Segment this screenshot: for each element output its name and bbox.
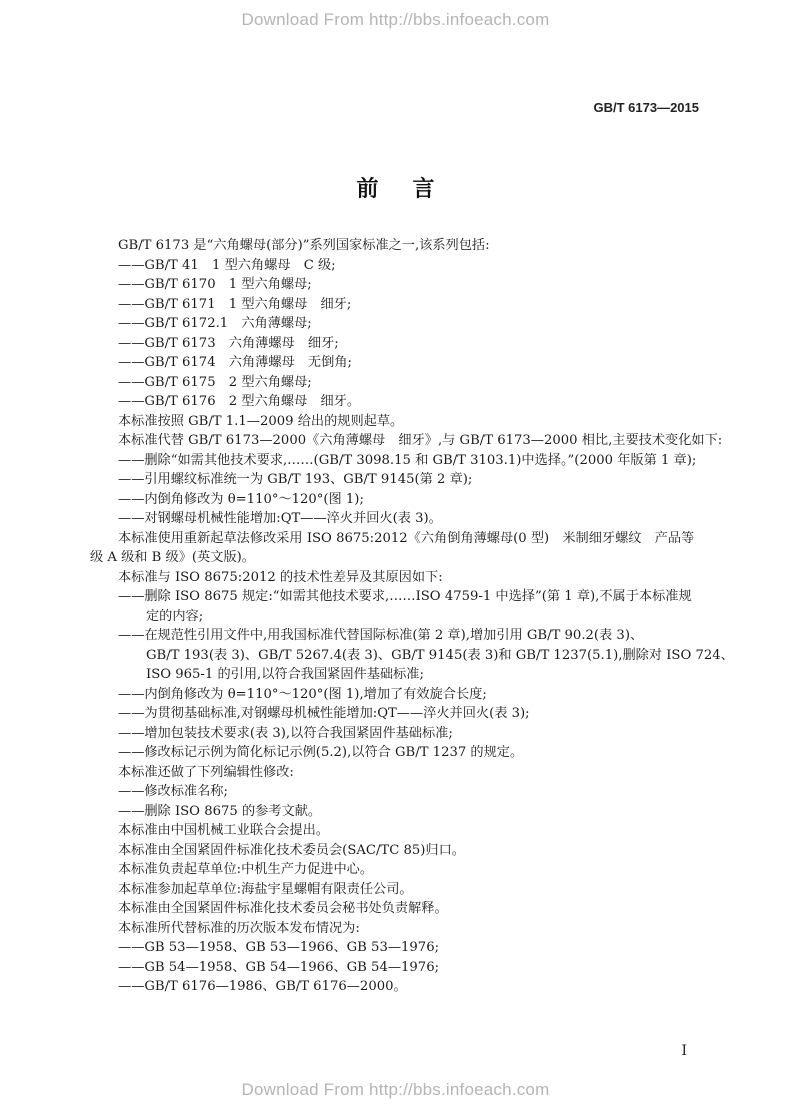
foreword-line: 本标准代替 GB/T 6173—2000《六角薄螺母 细牙》,与 GB/T 6173—2000 相比,主要技术变化如下: (118, 433, 723, 448)
series-list-item: ——GB/T 6174 六角薄螺母 无倒角; (118, 355, 352, 370)
standard-code: GB/T 6173—2015 (593, 100, 699, 115)
foreword-line: 本标准负责起草单位:中机生产力促进中心。 (118, 862, 374, 877)
series-list-item: ——GB/T 6172.1 六角薄螺母; (118, 316, 312, 331)
editorial-list-item: ——删除 ISO 8675 的参考文献。 (118, 803, 322, 819)
change-list-item: ——内倒角修改为 θ=110°～120°(图 1); (118, 491, 364, 507)
foreword-line: 本标准由全国紧固件标准化技术委员会(SAC/TC 85)归口。 (118, 842, 465, 858)
foreword-line: 本标准按照 GB/T 1.1—2009 给出的规则起草。 (118, 413, 404, 429)
difference-list-item: ——内倒角修改为 θ=110°～120°(图 1),增加了有效旋合长度; (118, 686, 487, 702)
history-list-item: ——GB/T 6176—1986、GB/T 6176—2000。 (118, 979, 407, 994)
watermark-bottom: Download From http://bbs.infoeach.com (241, 1080, 550, 1099)
difference-list-continuation: GB/T 193(表 3)、GB/T 5267.4(表 3)、GB/T 9145(表 3)和 GB/T 1237(5.1),删除对 ISO 724、 (146, 647, 734, 663)
difference-list-item: ——在规范性引用文件中,用我国标准代替国际标准(第 2 章),增加引用 GB/T 90.2(表 3)、 (118, 628, 644, 643)
series-list-item: ——GB/T 6175 2 型六角螺母; (118, 374, 312, 390)
difference-list-item: ——删除 ISO 8675 规定:“如需其他技术要求,……ISO 4759-1 中选择”(第 1 章),不属于本标准规 (118, 589, 692, 604)
foreword-line: GB/T 6173 是“六角螺母(部分)”系列国家标准之一,该系列包括: (118, 238, 490, 253)
foreword-line: 本标准使用重新起草法修改采用 ISO 8675:2012《六角倒角薄螺母(0 型) 米制细牙螺纹 产品等 (118, 530, 695, 546)
difference-list-item: ——增加包装技术要求(表 3),以符合我国紧固件基础标准; (118, 725, 453, 741)
history-list-item: ——GB 54—1958、GB 54—1966、GB 54—1976; (118, 959, 440, 975)
change-list-item: ——删除“如需其他技术要求,……(GB/T 3098.15 和 GB/T 3103.1)中选择。”(2000 年版第 1 章); (118, 452, 697, 468)
foreword-body (90, 236, 734, 997)
difference-list-item: ——为贯彻基础标准,对钢螺母机械性能增加:QT——淬火并回火(表 3); (118, 706, 530, 721)
foreword-line: 本标准与 ISO 8675:2012 的技术性差异及其原因如下: (118, 569, 443, 585)
series-list-item: ——GB/T 41 1 型六角螺母 C 级; (118, 257, 336, 273)
foreword-line-continuation: 级 A 级和 B 级》(英文版)。 (90, 550, 255, 565)
series-list-item: ——GB/T 6173 六角薄螺母 细牙; (118, 335, 339, 351)
page-title: 前言 (356, 176, 469, 202)
foreword-line: 本标准参加起草单位:海盐宇星螺帽有限责任公司。 (118, 881, 413, 897)
watermark-top: Download From http://bbs.infoeach.com (241, 10, 550, 29)
series-list-item: ——GB/T 6171 1 型六角螺母 细牙; (118, 296, 352, 312)
foreword-line: 本标准所代替标准的历次版本发布情况为: (118, 920, 360, 936)
foreword-line: 本标准还做了下列编辑性修改: (118, 764, 294, 780)
page-number: I (681, 1043, 687, 1059)
series-list-item: ——GB/T 6170 1 型六角螺母; (118, 277, 312, 292)
foreword-line: 本标准由全国紧固件标准化技术委员会秘书处负责解释。 (118, 901, 448, 916)
difference-list-continuation: 定的内容; (146, 608, 204, 624)
change-list-item: ——对钢螺母机械性能增加:QT——淬火并回火(表 3)。 (118, 511, 442, 526)
history-list-item: ——GB 53—1958、GB 53—1966、GB 53—1976; (118, 940, 440, 955)
difference-list-item: ——修改标记示例为简化标记示例(5.2),以符合 GB/T 1237 的规定。 (118, 745, 524, 760)
difference-list-continuation: ISO 965-1 的引用,以符合我国紧固件基础标准; (146, 667, 424, 682)
foreword-line: 本标准由中国机械工业联合会提出。 (118, 823, 329, 838)
editorial-list-item: ——修改标准名称; (118, 784, 228, 799)
series-list-item: ——GB/T 6176 2 型六角螺母 细牙。 (118, 394, 361, 409)
change-list-item: ——引用螺纹标准统一为 GB/T 193、GB/T 9145(第 2 章); (118, 472, 473, 487)
